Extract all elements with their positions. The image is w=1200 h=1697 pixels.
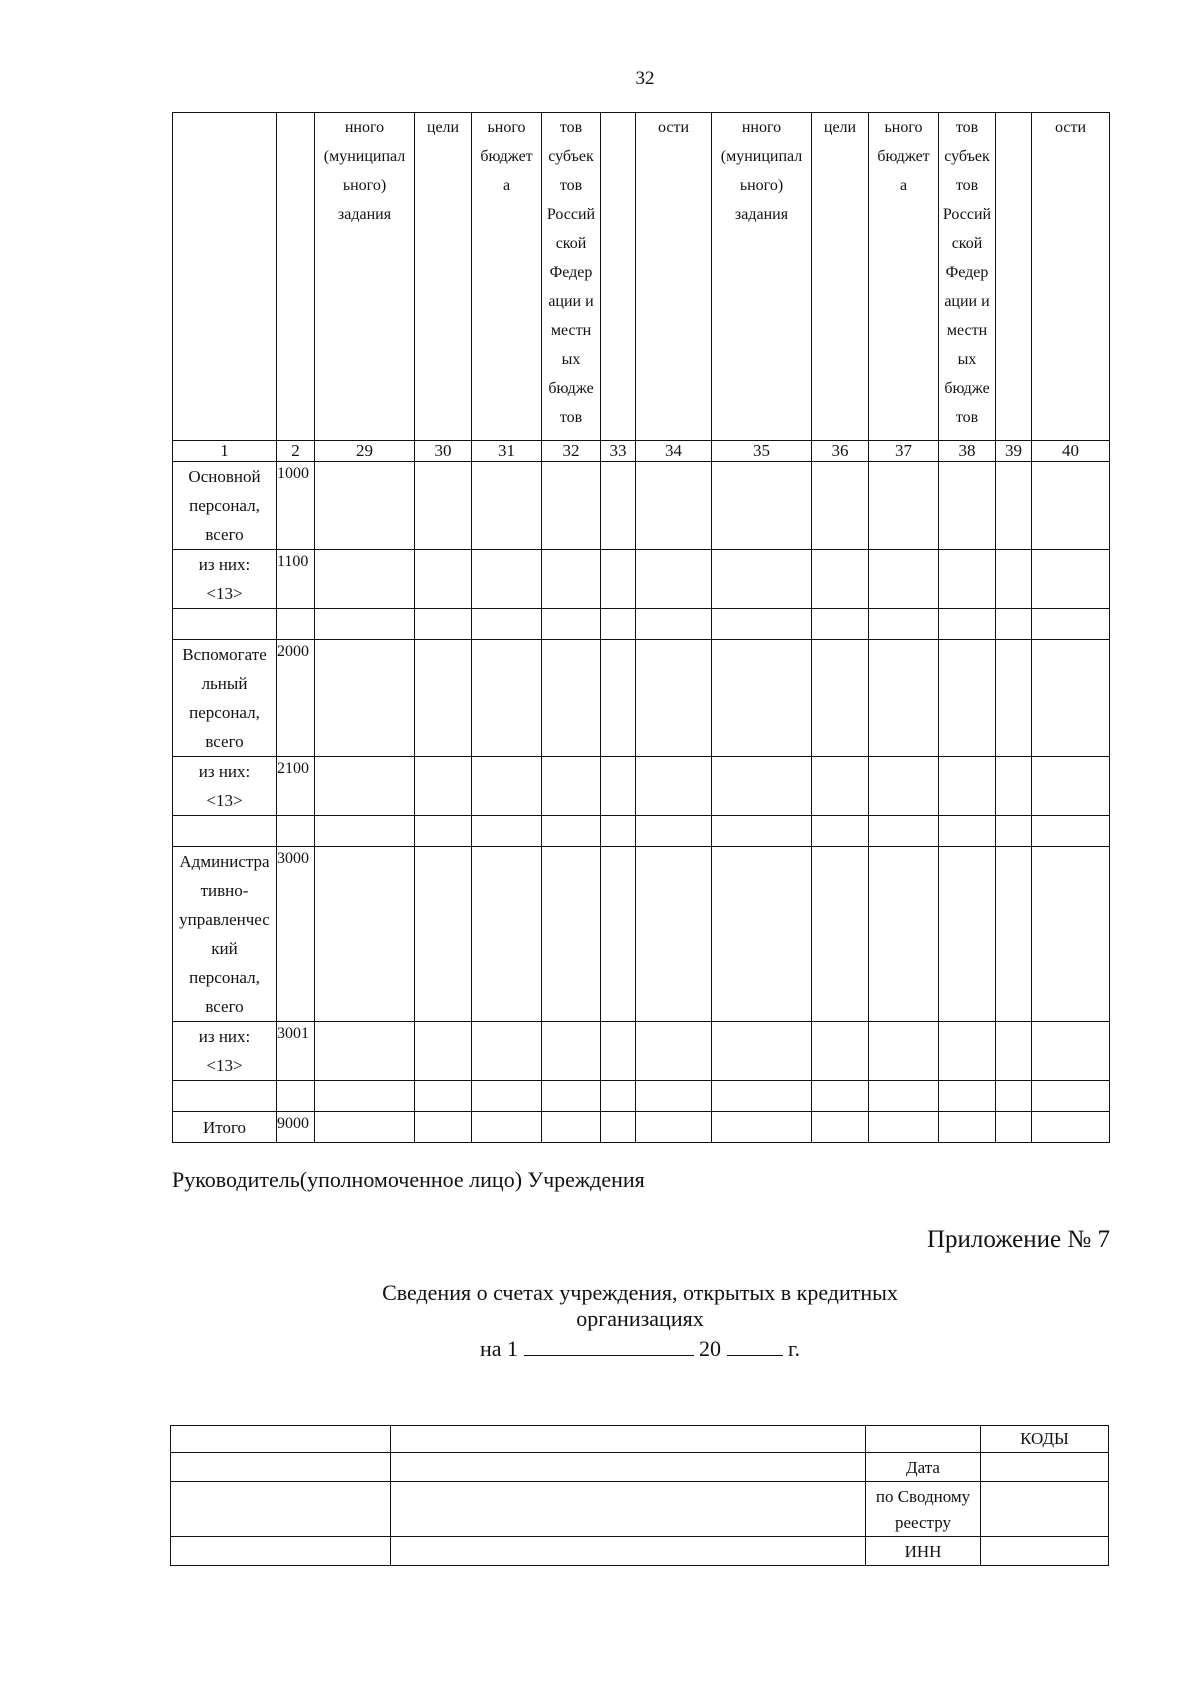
data-cell[interactable] [601,462,636,550]
column-number: 38 [939,441,996,462]
header-text: цели [426,119,460,136]
data-cell[interactable] [315,1022,415,1081]
data-cell[interactable] [415,816,472,847]
data-cell[interactable] [636,757,712,816]
signature-line: Руководитель(уполномоченное лицо) Учреждения [172,1167,645,1192]
column-number: 31 [472,441,542,462]
data-cell[interactable] [939,640,996,757]
data-cell[interactable] [472,609,542,640]
data-cell[interactable] [996,1112,1032,1143]
column-number: 39 [996,441,1032,462]
data-cell[interactable] [712,640,812,757]
column-number: 40 [1032,441,1110,462]
data-cell[interactable] [939,1081,996,1112]
table-row [173,757,1110,816]
row-code: 1000 [277,462,315,550]
codes-cell-center[interactable] [391,1482,866,1537]
data-cell[interactable] [542,1022,601,1081]
data-cell[interactable] [712,757,812,816]
header-text: нного (муниципал ьного) задания [720,119,803,223]
codes-cell-label [866,1426,981,1453]
data-cell[interactable] [812,609,869,640]
header-text: ьного бюджет а [877,119,930,194]
row-code: 2000 [277,640,315,757]
data-cell[interactable] [472,816,542,847]
data-cell[interactable] [869,1081,939,1112]
codes-cell-code[interactable] [981,1537,1109,1566]
data-cell[interactable] [601,757,636,816]
data-cell[interactable] [869,816,939,847]
data-cell[interactable] [939,609,996,640]
title-line-2: организациях [576,1306,704,1331]
data-cell[interactable] [1032,1112,1110,1143]
table-row [173,1081,1110,1112]
header-cell [812,113,869,441]
data-cell[interactable] [812,640,869,757]
data-cell[interactable] [636,640,712,757]
staff-table [172,112,1110,1143]
data-cell[interactable] [869,757,939,816]
data-cell[interactable] [636,550,712,609]
table-row [173,640,1110,757]
data-cell[interactable] [712,847,812,1022]
codes-cell-code[interactable] [981,1453,1109,1482]
header-cell [712,113,812,441]
data-cell[interactable] [542,757,601,816]
column-number: 33 [601,441,636,462]
data-cell[interactable] [812,1081,869,1112]
data-cell[interactable] [1032,816,1110,847]
data-cell[interactable] [472,1022,542,1081]
row-name: Итого [173,1112,277,1143]
header-cell [415,113,472,441]
data-cell[interactable] [601,1022,636,1081]
data-cell[interactable] [812,757,869,816]
data-cell[interactable] [636,1022,712,1081]
codes-cell-code[interactable] [981,1482,1109,1537]
row-name: Основной персонал, всего [173,462,277,550]
data-cell[interactable] [712,1022,812,1081]
data-cell[interactable] [939,550,996,609]
data-cell[interactable] [472,847,542,1022]
row-code: 2100 [277,757,315,816]
data-cell[interactable] [939,462,996,550]
data-cell[interactable] [812,550,869,609]
column-number: 32 [542,441,601,462]
data-cell[interactable] [415,609,472,640]
codes-cell-center[interactable] [391,1537,866,1566]
data-cell[interactable] [601,1112,636,1143]
data-cell[interactable] [712,1081,812,1112]
row-name: из них: <13> [173,550,277,609]
data-cell[interactable] [601,847,636,1022]
header-cell [542,113,601,441]
data-cell[interactable] [315,816,415,847]
row-code [277,816,315,847]
codes-cell-code: КОДЫ [981,1426,1109,1453]
data-cell[interactable] [472,550,542,609]
data-cell[interactable] [315,1112,415,1143]
column-number-row [173,441,1110,462]
data-cell[interactable] [315,640,415,757]
data-cell[interactable] [636,462,712,550]
data-cell[interactable] [869,550,939,609]
table-row [173,609,1110,640]
data-cell[interactable] [315,757,415,816]
data-cell[interactable] [315,609,415,640]
data-cell[interactable] [601,609,636,640]
column-number: 36 [812,441,869,462]
data-cell[interactable] [996,816,1032,847]
data-cell[interactable] [542,816,601,847]
data-cell[interactable] [636,609,712,640]
data-cell[interactable] [939,847,996,1022]
data-cell[interactable] [996,462,1032,550]
data-cell[interactable] [869,462,939,550]
codes-cell-left[interactable] [171,1426,391,1453]
data-cell[interactable] [1032,757,1110,816]
data-cell[interactable] [939,1022,996,1081]
data-cell[interactable] [1032,1081,1110,1112]
row-code: 3001 [277,1022,315,1081]
data-cell[interactable] [542,1112,601,1143]
date-suffix: г. [788,1336,801,1361]
data-cell[interactable] [601,1081,636,1112]
data-cell[interactable] [415,1022,472,1081]
data-cell[interactable] [472,1112,542,1143]
data-cell[interactable] [712,816,812,847]
data-cell[interactable] [472,1081,542,1112]
data-cell[interactable] [415,847,472,1022]
codes-row [171,1453,1109,1482]
header-cell [939,113,996,441]
data-cell[interactable] [869,640,939,757]
data-cell[interactable] [636,1081,712,1112]
data-cell[interactable] [812,816,869,847]
data-cell[interactable] [315,1081,415,1112]
row-name: из них: <13> [173,757,277,816]
data-cell[interactable] [542,462,601,550]
header-text: тов субъек тов Россий ской Федер ации и местн ых бюдже тов [546,119,596,426]
data-cell[interactable] [1032,847,1110,1022]
row-code: 3000 [277,847,315,1022]
codes-cell-center[interactable] [391,1453,866,1482]
row-name: Вспомогате льный персонал, всего [173,640,277,757]
data-cell[interactable] [996,757,1032,816]
data-cell[interactable] [472,640,542,757]
table-row [173,462,1110,550]
data-cell[interactable] [601,640,636,757]
header-cell [601,113,636,441]
header-text: ости [1054,119,1087,136]
row-name: из них: <13> [173,1022,277,1081]
data-cell[interactable] [939,816,996,847]
column-number: 1 [173,441,277,462]
header-cell [173,113,277,441]
report-date-line [300,1335,980,1362]
data-cell[interactable] [542,847,601,1022]
data-cell[interactable] [996,1081,1032,1112]
codes-cell-left[interactable] [171,1482,391,1537]
data-cell[interactable] [542,640,601,757]
date-prefix: на 1 [479,1336,518,1361]
codes-table [170,1425,1109,1566]
data-cell[interactable] [542,550,601,609]
data-cell[interactable] [812,462,869,550]
row-code [277,609,315,640]
codes-cell-label: Дата [866,1453,981,1482]
data-cell[interactable] [712,609,812,640]
data-cell[interactable] [869,1112,939,1143]
data-cell[interactable] [636,847,712,1022]
column-number: 30 [415,441,472,462]
codes-cell-left[interactable] [171,1537,391,1566]
appendix-label: Приложение № 7 [926,1226,1110,1253]
header-cell [277,113,315,441]
data-cell[interactable] [636,1112,712,1143]
data-cell[interactable] [1032,640,1110,757]
data-cell[interactable] [869,609,939,640]
data-cell[interactable] [996,640,1032,757]
data-cell[interactable] [601,816,636,847]
data-cell[interactable] [315,847,415,1022]
date-middle: 20 [699,1336,721,1361]
table-row [173,847,1110,1022]
data-cell[interactable] [812,1022,869,1081]
data-cell[interactable] [1032,609,1110,640]
header-text: цели [823,119,857,136]
column-number: 34 [636,441,712,462]
table-row [173,550,1110,609]
data-cell[interactable] [869,1022,939,1081]
table-row [173,816,1110,847]
codes-cell-label: ИНН [866,1537,981,1566]
row-code: 9000 [277,1112,315,1143]
title-line-1: Сведения о счетах учреждения, открытых в кредитных [382,1280,898,1305]
data-cell[interactable] [472,462,542,550]
data-cell[interactable] [1032,462,1110,550]
data-cell[interactable] [415,1112,472,1143]
codes-row [171,1482,1109,1537]
data-cell[interactable] [1032,1022,1110,1081]
codes-cell-center[interactable] [391,1426,866,1453]
table-row [173,1112,1110,1143]
data-cell[interactable] [939,757,996,816]
row-code [277,1081,315,1112]
header-cell [1032,113,1110,441]
header-cell [472,113,542,441]
data-cell[interactable] [542,609,601,640]
data-cell[interactable] [415,1081,472,1112]
row-name [173,1081,277,1112]
data-cell[interactable] [996,609,1032,640]
data-cell[interactable] [415,550,472,609]
data-cell[interactable] [472,757,542,816]
data-cell[interactable] [1032,550,1110,609]
codes-cell-label: по Сводному реестру [866,1482,981,1537]
data-cell[interactable] [636,816,712,847]
data-cell[interactable] [712,462,812,550]
data-cell[interactable] [601,550,636,609]
header-text: ьного бюджет а [480,119,533,194]
row-name [173,816,277,847]
codes-cell-left[interactable] [171,1453,391,1482]
header-cell [636,113,712,441]
header-text: нного (муниципал ьного) задания [323,119,406,223]
date-blank-year[interactable] [727,1335,783,1356]
data-cell[interactable] [869,847,939,1022]
header-cell [996,113,1032,441]
row-name: Администра тивно- управленчес кий персонал, всего [173,847,277,1022]
row-name [173,609,277,640]
data-cell[interactable] [315,462,415,550]
header-cell [869,113,939,441]
data-cell[interactable] [812,1112,869,1143]
data-cell[interactable] [996,550,1032,609]
data-cell[interactable] [812,847,869,1022]
page-number: 32 [635,68,655,89]
data-cell[interactable] [415,640,472,757]
data-cell[interactable] [712,550,812,609]
column-number: 2 [277,441,315,462]
column-number: 35 [712,441,812,462]
header-cell [315,113,415,441]
document-title [300,1280,980,1332]
data-cell[interactable] [996,847,1032,1022]
data-cell[interactable] [415,757,472,816]
data-cell[interactable] [315,550,415,609]
header-text: ости [657,119,690,136]
header-text: тов субъек тов Россий ской Федер ации и местн ых бюдже тов [942,119,992,426]
codes-row [171,1537,1109,1566]
column-number: 37 [869,441,939,462]
codes-row [171,1426,1109,1453]
date-blank-day-month[interactable] [524,1335,694,1356]
data-cell[interactable] [939,1112,996,1143]
data-cell[interactable] [996,1022,1032,1081]
header-row [173,113,1110,441]
data-cell[interactable] [415,462,472,550]
table-row [173,1022,1110,1081]
data-cell[interactable] [542,1081,601,1112]
column-number: 29 [315,441,415,462]
row-code: 1100 [277,550,315,609]
data-cell[interactable] [712,1112,812,1143]
